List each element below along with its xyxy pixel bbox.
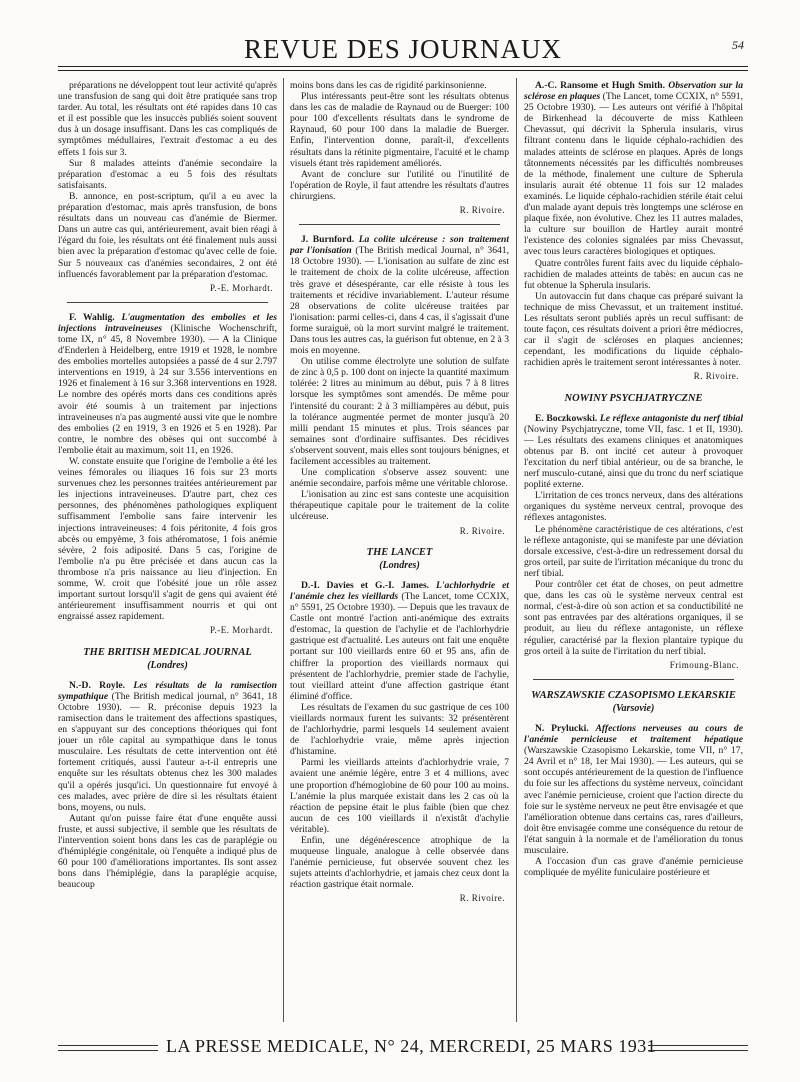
journal-location: (Varsovie) [612, 702, 655, 714]
article-title: La colite ulcéreuse : son traitement par l'ionisation [290, 234, 509, 257]
article-separator [67, 302, 268, 303]
header-rule [58, 66, 748, 67]
paragraph: Avant de conclure sur l'utilité ou l'inutilité de l'opération de Royle, il faut attendre les résultats d'autres chirurgiens. [290, 168, 509, 202]
article-body: (Warszawskie Czasopismo Lekarskie, tome VII, n° 17, 24 Avril et n° 18, 1er Mai 1930). — Les auteurs, qui se sont occupés antérieurement de la question de l'influence du foie sur les affections du système nerveux, coïncidant avec l'anémie pernicieuse, croient que l'action directe du foie sur le système nerveux ne peut être envisagée et que l'amélioration obtenue dans certains cas, rares d'ailleurs, doit être envisagée comme une conséquence du retour de l'état sanguin à la normale et de l'amélioration du tonus musculaire. [524, 745, 743, 856]
paragraph: Une complication s'observe assez souvent: une anémie secondaire, parfois même une véritable chlorose. [290, 467, 509, 490]
article-title: Affections nerveuses au cours de l'anémie pernicieuse et traitement hépatique [524, 722, 743, 746]
article-title: L'achlorhydrie et l'anémie chez les vieillards [290, 579, 509, 602]
article [524, 80, 743, 258]
article-author: F. Wahlig. [69, 311, 115, 323]
article-title: Observation sur la sclérose en plaques [524, 80, 743, 103]
column-divider [283, 78, 284, 1022]
signature: P.-E. Morhardt. [210, 625, 273, 636]
paragraph: B. annonce, en post-scriptum, qu'il a eu avec la préparation d'estomac, mais après transfusion, de bons résultats dans un nouveau cas d'anémie de Biermer. Dans un autre cas qui, antérieurement, avait bien réagi à l'égard du foie, les résultats ont été finalement nuls aussi bien avec la préparation d'estomac qu'avec celle de foie. Sur 5 nouveaux cas d'anémies secondaires, 2 ont été influencés favorablement par la préparation d'estomac. [58, 190, 277, 280]
paragraph: Parmi les vieillards atteints d'achlorhydrie vraie, 7 avaient une anémie légère, entre 3 et 4 millions, avec une proportion d'hémoglobine de 60 pour 100 au moins. L'anémie la plus marquée existait dans les 2 cas où la réaction de pepsine était le plus faible (bien que chez aucun de ces 100 vieillards il n'existât d'achylie véritable). [290, 757, 509, 835]
journal-heading: NOWINY PSYCHJATRYCZNE [564, 392, 703, 404]
article-author: J. Burnford. [301, 234, 355, 246]
column-divider [516, 78, 517, 1022]
paragraph: Enfin, une dégénérescence atrophique de la muqueuse linguale, analogue à celle observée dans l'anémie pernicieuse, fut observée souvent chez les sujets atteints d'achlorhydrie, et jamais chez ceux dont la réaction gastrique était normale. [290, 835, 509, 891]
article-body: (Nowiny Psychjatryczne, tome VII, fasc. 1 et II, 1930). — Les résultats des examens cliniques et anatomiques obtenus par B. ont incité cet auteur à provoquer l'excitation du nerf tibial antérieur, ou de sa branche, le nerf musculo-cutané, ainsi que du tronc du nerf sciatique poplité externe. [524, 423, 743, 491]
paragraph: Un autovaccin fut dans chaque cas préparé suivant la technique de miss Chevassut, et un traitement institué. Les résultats seront publiés après un recul suffisant: de toute façon, ces résultats doivent a priori être médiocres, car il s'agit de scléroses en plaques anciennes; cependant, les modifications du liquide céphalo-rachidien après le traitement seront intéressantes à noter. [524, 290, 743, 369]
article [58, 312, 277, 456]
article-body: (The British medical journal, n° 3641, 18 Octobre 1930). — R. préconise depuis 1923 la ramisection dans le traitement des affections spastiques, en s'appuyant sur des conceptions théoriques qui font jouer un rôle capital au sympathique dans le tonus musculaire. Les résultats de cette intervention ont été fortement critiqués, aussi l'auteur a-t-il entrepris une enquête sur les résultats obtenus chez les 300 malades qu'il a opérés jusqu'ici. Un questionnaire fut envoyé à ces malades, avec prière de dire si les résultats étaient bons, moyens, ou nuls. [58, 690, 277, 813]
paragraph: préparations ne développent tout leur activité qu'après une transfusion de sang qui doit être pratiquée sans trop tarder. Au total, les résultats ont été rapides dans 10 cas et il est possible que les insuccès publiés soient souvent dus à un dosage insuffisant. Dans les cas compliqués de symptômes médullaires, l'extrait d'estomac a eu des effets 1 fois sur 3. [58, 80, 277, 158]
article-title: Les résultats de la ramisection sympathique [58, 679, 277, 702]
article-title: Le réflexe antagoniste du nerf tibial [599, 412, 743, 424]
header-rule [58, 70, 748, 71]
journal-location: (Londres) [379, 559, 420, 571]
page-header [58, 30, 748, 68]
paragraph: Plus intéressants peut-être sont les résultats obtenus dans les cas de maladie de Raynaud ou de Buerger: 100 pour 100 d'excellents résultats dans le syndrome de Raynaud, 60 pour 100 dans la maladie de Buerger. Enfin, l'intervention donne, paraît-il, d'excellents résultats dans la rétinite pigmentaire, l'acuité et le champ visuels étant très rapidement améliorés. [290, 91, 509, 169]
paragraph: Sur 8 malades atteints d'anémie secondaire la préparation d'estomac a eu 5 fois des résultats satisfaisants. [58, 157, 277, 191]
paragraph: moins bons dans les cas de rigidité parkinsonienne. [290, 80, 487, 91]
journal-heading: THE BRITISH MEDICAL JOURNAL [83, 646, 252, 658]
article [524, 723, 743, 856]
column-middle [290, 80, 509, 1020]
signature: Frimoung-Blanc. [669, 659, 739, 670]
column-left [58, 80, 277, 1020]
article-body: (The Lancet, tome CCXIX, n° 5591, 25 Octobre 1930). — Depuis que les travaux de Castle ont montré l'action anti-anémique des extraits d'estomac, la question de l'achylie et de l'achlorhydrie gastrique est d'actualité. Les auteurs ont fait une enquête portant sur 100 vieillards entre 60 et 95 ans, afin de chiffrer la proportion des vieillards normaux qui présentent de l'achlorhydrie, premier stade de l'achylie, tout vieillard atteint d'une affection gastrique étant éliminé d'office. [290, 590, 509, 702]
page-footer [58, 1036, 748, 1056]
signature: R. Rivoire. [459, 893, 505, 904]
article-body: (The British medical Journal, n° 3641, 18 Octobre 1930). — L'ionisation au sulfate de zinc est le traitement de choix de la colite ulcéreuse, affection très grave et désespérante, car elle résiste à tous les traitements et récidive invariablement. L'auteur résume 28 observations de colite ulcéreuse traitées par l'ionisation: parmi celles-ci, dans 4 cas, il s'agissait d'une forme suraiguë, où la mort survint malgré le traitement. Dans tous les autres cas, la guérison fut obtenue, en 2 à 3 mois en moyenne. [290, 245, 509, 357]
signature: P.-E. Morhardt. [210, 282, 273, 293]
article-author: E. Boczkowski. [535, 412, 598, 424]
paragraph: Le phénomène caractéristique de ces altérations, c'est le réflexe antagoniste, qui se manifeste par une déviation dorsale excessive, c'est-à-dire un redressement dorsal du gros orteil, par suite de l'irritation mécanique du tronc du nerf tibial. [524, 523, 743, 579]
footer-rule [648, 1045, 748, 1051]
paragraph: Quatre contrôles furent faits avec du liquide céphalo-rachidien de malades atteints de tabès: en aucun cas ne fut obtenue la Spherula insularis. [524, 257, 743, 291]
footer-rule [58, 1045, 158, 1051]
article-author: D.-I. Davies et G.-I. James. [301, 579, 430, 591]
journal-heading: WARSZAWSKIE CZASOPISMO LEKARSKIE [531, 689, 736, 701]
paragraph: L'irritation de ces troncs nerveux, dans des altérations organiques du système nerveux central, provoque des réflexes antagonistes. [524, 490, 743, 524]
page-number: 54 [732, 38, 744, 52]
article-author: N.-D. Royle. [69, 679, 126, 691]
journal-location: (Londres) [147, 659, 188, 671]
paragraph: Les résultats de l'examen du suc gastrique de ces 100 vieillards normaux furent les suivants: 32 présentèrent de l'achlorhydrie, parmi lesquels 14 seulement avaient de l'achlorhydrie vraie, même après injection d'histamine. [290, 701, 509, 758]
article-author: N. Prylucki. [535, 722, 589, 734]
signature: R. Rivoire. [459, 205, 505, 216]
signature: R. Rivoire. [459, 525, 505, 536]
paragraph: L'ionisation au zinc est sans conteste une acquisition thérapeutique capitale pour le traitement de la colite ulcéreuse. [290, 489, 509, 523]
article [524, 413, 743, 491]
footer-publication-line: LA PRESSE MEDICALE, N° 24, MERCREDI, 25 MARS 1931 [166, 1036, 657, 1056]
article-separator [299, 224, 500, 225]
article-body: (Klinische Wochenschrift, tome IX, n° 45, 8 Novembre 1930). — A la Clinique d'Enderlen à Heidelberg, entre 1919 et 1928, le nombre des embolies mortelles autopsiées a passé de 4 sur 2.797 interventions en 1919, à 24 sur 3.556 interventions en 1926 et finalement à 16 sur 3.368 interventions en 1928. Le nombre des opérés morts dans ces conditions après avoir été soumis à un traitement par injections intraveineuses n'a pas augmenté aussi vite que le nombre des embolies (2 en 1919, 3 en 1926 et 5 en 1928). Par contre, le nombre des obèses qui ont succombé à l'embolie était au maximum, soit 11, en 1926. [58, 322, 277, 456]
article-author: A.-C. Ransome et Hugh Smith. [535, 80, 665, 91]
article-title: L'augmentation des embolies et les injections intraveineuses [58, 311, 277, 334]
article-separator [533, 679, 734, 680]
article [290, 580, 509, 702]
paragraph: Autant qu'on puisse faire état d'une enquête aussi fruste, et aussi subjective, il semble que les résultats de l'intervention soient bons dans les cas de paraplégie ou d'hémiplégie congénitale, où l'enquête a indiqué plus de 60 pour 100 d'améliorations importantes. Ils sont assez bons dans l'hémiplégie, dans la paraplégie acquise, beaucoup [58, 812, 277, 891]
journal-section-title: REVUE DES JOURNAUX [243, 34, 562, 64]
column-right [524, 80, 743, 1020]
article [290, 234, 509, 356]
paragraph: A l'occasion d'un cas grave d'anémie pernicieuse compliquée de myélite funiculaire postérieure et [524, 856, 743, 879]
paragraph: Pour contrôler cet état de choses, on peut admettre que, dans les cas où le système nerveux central est normal, c'est-à-dire où son action et sa conductibilité ne sont pas entravées par des altérations organiques, il se produit, au lieu du réflexe antagoniste, un réflexe régulier, caractérisé par la flexion plantaire typique du gros orteil à la suite de l'irritation du nerf tibial. [524, 579, 743, 657]
article-body: (The Lancet, tome CCXIX, n° 5591, 25 Octobre 1930). — Les auteurs ont vérifié à l'hôpital de Birkenhead la découverte de miss Kathleen Chevassut, qui décrivit la Spherula insularis, virus filtrant contenu dans le liquide céphalo-rachidien des malades atteints de sclérose en plaques. Après de longs tâtonnements nécessités par les difficultés nombreuses de la méthode, finalement une culture de Spherula insularis aurait été obtenue 11 fois sur 12 malades examinés. Le liquide céphalo-rachidien stérile était celui d'un malade ayant depuis très longtemps une sclérose en plaque fixée, non évolutive. Chez les 11 autres malades, la culture sur bouillon de Hartley aurait montré l'existence des colonies signalées par miss Chevassut, avec tous leurs caractères biologiques et optiques. [524, 91, 743, 258]
paragraph: W. constate ensuite que l'origine de l'embolie a été les veines fémorales ou iliaques 16 fois sur 23 morts survenues chez les personnes traitées antérieurement par les injections intraveineuses. D'autre part, chez ces personnes, des phénomènes pathologiques expliquent suffisamment l'embolie sans faire intervenir les injections intraveineuses: 4 fois péritonite, 4 fois gros abcès ou empyème, 3 fois athéromatose, 1 fois anémie sévère, 2 fois adiposité. Dans 5 cas, l'origine de l'embolie n'a pu être précisée et dans aucun cas la thrombose n'a pris naissance au lieu d'injection. En somme, W. croit que l'obésité joue un rôle assez important surtout lorsqu'il s'agit de gens qui avaient été antérieurement insuffisamment nourris et qui ont engraissé assez rapidement. [58, 456, 277, 623]
journal-heading: THE LANCET [366, 546, 433, 558]
article [58, 680, 277, 813]
signature: R. Rivoire. [693, 371, 739, 382]
paragraph: On utilise comme électrolyte une solution de sulfate de zinc à 0,5 p. 100 dont on injecte la quantité maximum tolérée: 2 litres au minimum au début, puis 7 à 8 litres lorsque les symptômes sont amendés. De même pour l'intensité du courant: 2 à 3 milliampères au début, puis la tolérance augmentée permet de monter jusqu'à 20 milli pendant 15 minutes et plus. Trois séances par semaines sont d'ordinaire suffisantes. Des récidives s'observent souvent, mais elles sont toujours bénignes, et facilement accessibles au traitement. [290, 356, 509, 467]
